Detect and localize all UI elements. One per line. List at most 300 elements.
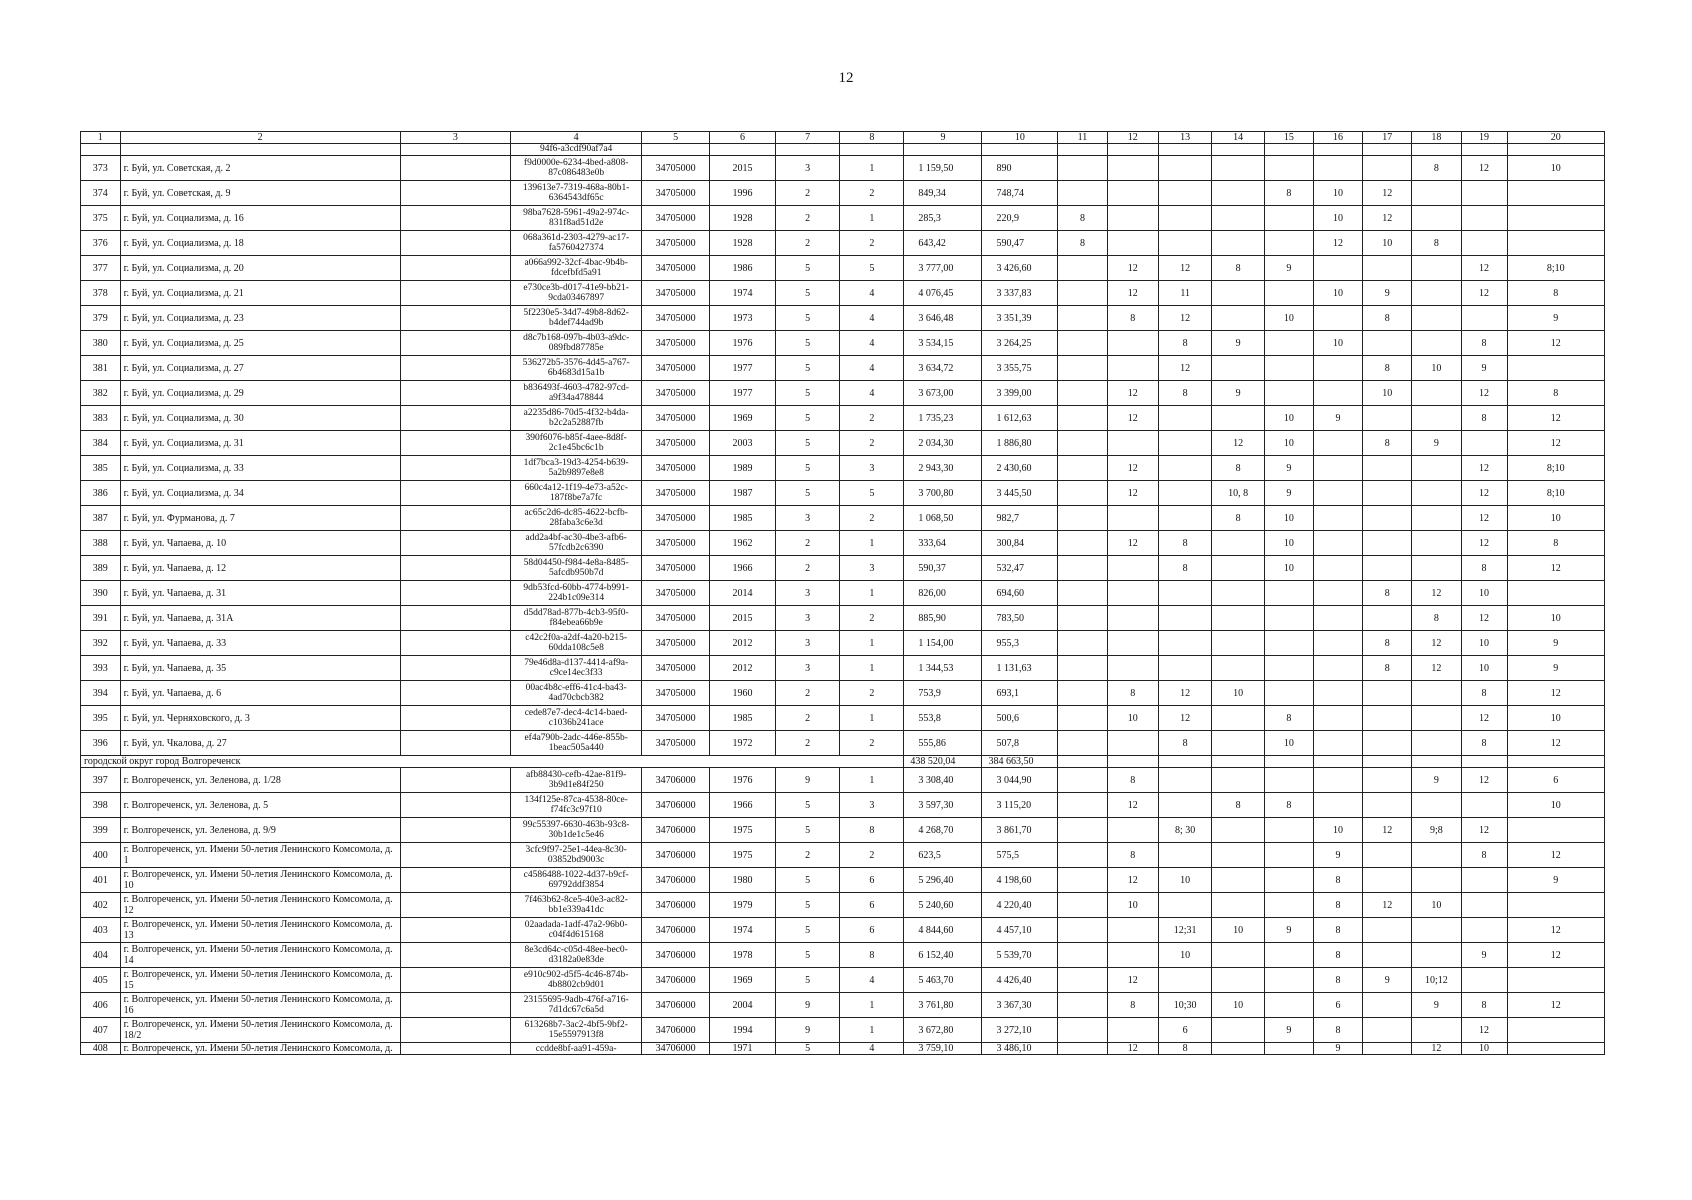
cell-address: г. Буй, ул. Чапаева, д. 33 [120, 631, 400, 656]
cell-col-18: 8 [1412, 231, 1461, 256]
cell-year-built: 1974 [709, 918, 775, 943]
cell-area-total: 1 735,23 [904, 406, 982, 431]
cell-entrances-count: 6 [840, 893, 904, 918]
cell-area-total: 3 646,48 [904, 306, 982, 331]
cell-entrances-count: 5 [840, 256, 904, 281]
cell-area-total: 3 673,00 [904, 381, 982, 406]
cell-area-living: 500,6 [982, 706, 1058, 731]
cell-col-12 [1107, 918, 1158, 943]
column-number-12: 12 [1107, 132, 1158, 144]
cell-col-13 [1158, 406, 1211, 431]
cell-col-11 [1058, 144, 1107, 156]
cell-column-3 [400, 706, 510, 731]
cell-year-built: 1976 [709, 768, 775, 793]
cell-col-17 [1363, 1018, 1412, 1043]
cell-floors-count: 2 [776, 731, 840, 756]
cell-col-12 [1107, 431, 1158, 456]
cell-col-11: 8 [1058, 206, 1107, 231]
cell-floors-count: 5 [776, 793, 840, 818]
cell-col-19: 12 [1461, 706, 1507, 731]
column-number-header-row [81, 132, 1605, 144]
cell-col-18 [1412, 793, 1461, 818]
cell-col-14 [1212, 606, 1264, 631]
table-row [81, 768, 1605, 793]
cell-col-15: 10 [1264, 556, 1313, 581]
cell-oktmo-code: 34705000 [642, 406, 709, 431]
cell-col-15 [1264, 231, 1313, 256]
cell-house-code: 068a361d-2303-4279-ac17-fa5760427374 [510, 231, 642, 256]
cell-col-18 [1412, 843, 1461, 868]
cell-column-3 [400, 868, 510, 893]
cell-col-11 [1058, 506, 1107, 531]
cell-row-number: 390 [81, 581, 121, 606]
cell-col-15: 10 [1264, 431, 1313, 456]
cell-col-20: 6 [1507, 768, 1605, 793]
cell-area-total: 285,3 [904, 206, 982, 231]
table-row [81, 706, 1605, 731]
cell-col-15 [1264, 893, 1313, 918]
cell-house-code: ac65c2d6-dc85-4622-bcfb-28faba3c6e3d [510, 506, 642, 531]
cell-address: г. Буй, ул. Социализма, д. 18 [120, 231, 400, 256]
cell-col-11 [1058, 706, 1107, 731]
cell-entrances-count: 1 [840, 531, 904, 556]
cell-col-13: 12;31 [1158, 918, 1211, 943]
cell-column-3 [400, 406, 510, 431]
cell-row-number: 383 [81, 406, 121, 431]
cell-col-16: 8 [1313, 918, 1362, 943]
cell-col-16: 10 [1313, 281, 1362, 306]
cell-col-14: 9 [1212, 331, 1264, 356]
cell-house-code: b836493f-4603-4782-97cd-a9f34a478844 [510, 381, 642, 406]
cell-col-19: 10 [1461, 631, 1507, 656]
cell-floors-count: 5 [776, 893, 840, 918]
cell-col-17 [1363, 943, 1412, 968]
cell-row-number: 404 [81, 943, 121, 968]
cell-year-built: 1972 [709, 731, 775, 756]
cell-col-16 [1313, 144, 1362, 156]
cell-col-15 [1264, 968, 1313, 993]
cell-col-13: 10;30 [1158, 993, 1211, 1018]
cell-entrances-count: 4 [840, 281, 904, 306]
cell-area-living: 532,47 [982, 556, 1058, 581]
cell-address: г. Буй, ул. Социализма, д. 34 [120, 481, 400, 506]
cell-col-11 [1058, 868, 1107, 893]
cell-col-17: 8 [1363, 656, 1412, 681]
cell-year-built: 1962 [709, 531, 775, 556]
cell-col-12 [1107, 144, 1158, 156]
cell-col-13: 8 [1158, 1043, 1211, 1055]
cell-house-code: ccdde8bf-aa91-459a- [510, 1043, 642, 1055]
cell-column-3 [400, 581, 510, 606]
cell-col-20 [1507, 756, 1605, 768]
cell-col-8 [840, 144, 904, 156]
cell-area-living: 3 426,60 [982, 256, 1058, 281]
cell-col-18: 9 [1412, 993, 1461, 1018]
column-number-5: 5 [642, 132, 709, 144]
cell-address: г. Волгореченск, ул. Имени 50-летия Ленинского Комсомола, д. 15 [120, 968, 400, 993]
cell-address: г. Буй, ул. Чапаева, д. 35 [120, 656, 400, 681]
cell-column-3 [400, 768, 510, 793]
cell-col-12: 8 [1107, 768, 1158, 793]
cell-column-3 [400, 1018, 510, 1043]
cell-col-4: 94f6-a3cdf90af7a4 [510, 144, 642, 156]
cell-year-built: 1976 [709, 331, 775, 356]
cell-area-total: 4 844,60 [904, 918, 982, 943]
cell-col-15: 9 [1264, 481, 1313, 506]
cell-col-16 [1313, 731, 1362, 756]
cell-row-number: 381 [81, 356, 121, 381]
cell-col-14: 10 [1212, 918, 1264, 943]
cell-floors-count: 5 [776, 818, 840, 843]
cell-col-6 [709, 144, 775, 156]
cell-row-number: 394 [81, 681, 121, 706]
cell-col-15 [1264, 1043, 1313, 1055]
cell-row-number: 391 [81, 606, 121, 631]
cell-col-19 [1461, 793, 1507, 818]
cell-house-code: e910c902-d5f5-4c46-874b-4b8802cb9d01 [510, 968, 642, 993]
table-row [81, 331, 1605, 356]
cell-floors-count: 5 [776, 1043, 840, 1055]
cell-entrances-count: 1 [840, 1018, 904, 1043]
cell-col-18 [1412, 531, 1461, 556]
cell-col-15 [1264, 581, 1313, 606]
cell-column-3 [400, 893, 510, 918]
column-number-18: 18 [1412, 132, 1461, 144]
cell-col-13: 11 [1158, 281, 1211, 306]
cell-col-14 [1212, 968, 1264, 993]
column-number-2: 2 [120, 132, 400, 144]
cell-col-11 [1058, 943, 1107, 968]
cell-column-3 [400, 356, 510, 381]
cell-col-20: 9 [1507, 631, 1605, 656]
cell-col-12: 12 [1107, 481, 1158, 506]
cell-col-15: 10 [1264, 506, 1313, 531]
cell-col-7 [776, 144, 840, 156]
cell-column-3 [400, 206, 510, 231]
cell-col-11 [1058, 306, 1107, 331]
cell-area-total: 849,34 [904, 181, 982, 206]
cell-col-18 [1412, 181, 1461, 206]
cell-address: г. Буй, ул. Советская, д. 9 [120, 181, 400, 206]
cell-col-16: 9 [1313, 406, 1362, 431]
cell-col-12: 12 [1107, 381, 1158, 406]
cell-col-17 [1363, 918, 1412, 943]
cell-oktmo-code: 34705000 [642, 706, 709, 731]
table-row [81, 631, 1605, 656]
cell-col-1 [81, 144, 121, 156]
table-row [81, 893, 1605, 918]
cell-address: г. Волгореченск, ул. Имени 50-летия Ленинского Комсомола, д. 1 [120, 843, 400, 868]
cell-col-20: 9 [1507, 656, 1605, 681]
cell-area-total: 3 308,40 [904, 768, 982, 793]
table-row [81, 1043, 1605, 1055]
cell-oktmo-code: 34705000 [642, 281, 709, 306]
cell-column-3 [400, 256, 510, 281]
cell-entrances-count: 2 [840, 506, 904, 531]
cell-address: г. Волгореченск, ул. Зеленова, д. 9/9 [120, 818, 400, 843]
cell-col-20 [1507, 968, 1605, 993]
cell-entrances-count: 1 [840, 993, 904, 1018]
cell-row-number: 385 [81, 456, 121, 481]
cell-col-17: 12 [1363, 181, 1412, 206]
cell-col-18: 9 [1412, 431, 1461, 456]
cell-house-code: 536272b5-3576-4d45-a767-6b4683d15a1b [510, 356, 642, 381]
cell-floors-count: 5 [776, 431, 840, 456]
cell-column-3 [400, 456, 510, 481]
cell-col-19: 8 [1461, 331, 1507, 356]
cell-row-number: 373 [81, 156, 121, 181]
cell-col-12 [1107, 631, 1158, 656]
cell-col-17 [1363, 756, 1412, 768]
cell-address: г. Волгореченск, ул. Зеленова, д. 1/28 [120, 768, 400, 793]
cell-col-17: 10 [1363, 381, 1412, 406]
cell-col-20: 12 [1507, 993, 1605, 1018]
cell-floors-count: 2 [776, 556, 840, 581]
cell-col-17 [1363, 556, 1412, 581]
cell-area-total: 5 463,70 [904, 968, 982, 993]
table-row [81, 256, 1605, 281]
cell-row-number: 406 [81, 993, 121, 1018]
cell-house-code: 02aadada-1adf-47a2-96b0-c04f4d615168 [510, 918, 642, 943]
cell-col-19: 8 [1461, 406, 1507, 431]
cell-col-14 [1212, 181, 1264, 206]
cell-column-3 [400, 943, 510, 968]
cell-col-14 [1212, 531, 1264, 556]
cell-column-3 [400, 481, 510, 506]
cell-area-total: 333,64 [904, 531, 982, 556]
cell-col-12 [1107, 943, 1158, 968]
cell-address: г. Буй, ул. Социализма, д. 23 [120, 306, 400, 331]
cell-col-14 [1212, 656, 1264, 681]
cell-house-code: 5f2230e5-34d7-49b8-8d62-b4def744ad9b [510, 306, 642, 331]
cell-col-9 [904, 144, 982, 156]
cell-floors-count: 2 [776, 531, 840, 556]
cell-column-3 [400, 1043, 510, 1055]
cell-col-13 [1158, 968, 1211, 993]
continuation-row [81, 144, 1605, 156]
cell-floors-count: 2 [776, 206, 840, 231]
cell-col-14 [1212, 868, 1264, 893]
cell-address: г. Волгореченск, ул. Имени 50-летия Ленинского Комсомола, д. 12 [120, 893, 400, 918]
group-area-total: 438 520,04 [904, 756, 982, 768]
cell-address: г. Буй, ул. Советская, д. 2 [120, 156, 400, 181]
cell-col-18 [1412, 706, 1461, 731]
cell-col-20 [1507, 356, 1605, 381]
cell-col-13 [1158, 481, 1211, 506]
cell-house-code: 390f6076-b85f-4aee-8d8f-2c1e45bc6c1b [510, 431, 642, 456]
cell-oktmo-code: 34705000 [642, 356, 709, 381]
cell-oktmo-code: 34705000 [642, 731, 709, 756]
cell-col-15: 10 [1264, 531, 1313, 556]
cell-col-17: 12 [1363, 206, 1412, 231]
column-number-13: 13 [1158, 132, 1211, 144]
cell-col-17: 8 [1363, 356, 1412, 381]
cell-col-20: 9 [1507, 306, 1605, 331]
cell-row-number: 396 [81, 731, 121, 756]
cell-col-15: 9 [1264, 1018, 1313, 1043]
cell-area-living: 4 220,40 [982, 893, 1058, 918]
cell-entrances-count: 6 [840, 918, 904, 943]
data-table-wrapper [80, 131, 1605, 1055]
cell-house-code: 134f125e-87ca-4538-80ce-f74fc3c97f10 [510, 793, 642, 818]
cell-col-15 [1264, 356, 1313, 381]
cell-col-16 [1313, 381, 1362, 406]
cell-floors-count: 5 [776, 356, 840, 381]
cell-address: г. Буй, ул. Социализма, д. 27 [120, 356, 400, 381]
cell-col-11 [1058, 331, 1107, 356]
cell-col-12 [1107, 818, 1158, 843]
cell-row-number: 392 [81, 631, 121, 656]
cell-house-code: 99c55397-6630-463b-93c8-30b1de1c5e46 [510, 818, 642, 843]
cell-col-11 [1058, 1018, 1107, 1043]
cell-col-18 [1412, 406, 1461, 431]
cell-area-total: 1 154,00 [904, 631, 982, 656]
cell-oktmo-code: 34705000 [642, 206, 709, 231]
cell-col-19: 12 [1461, 531, 1507, 556]
cell-address: г. Буй, ул. Социализма, д. 21 [120, 281, 400, 306]
cell-col-20: 12 [1507, 843, 1605, 868]
cell-area-living: 4 198,60 [982, 868, 1058, 893]
cell-col-14: 8 [1212, 793, 1264, 818]
cell-entrances-count: 8 [840, 818, 904, 843]
table-row [81, 531, 1605, 556]
cell-col-17: 12 [1363, 818, 1412, 843]
table-row [81, 681, 1605, 706]
cell-floors-count: 2 [776, 843, 840, 868]
cell-col-14: 10, 8 [1212, 481, 1264, 506]
cell-house-code: 139613e7-7319-468a-80b1-6364543df65c [510, 181, 642, 206]
cell-col-13: 12 [1158, 256, 1211, 281]
cell-col-20: 8 [1507, 531, 1605, 556]
cell-row-number: 379 [81, 306, 121, 331]
cell-col-11 [1058, 381, 1107, 406]
cell-row-number: 397 [81, 768, 121, 793]
cell-col-18: 12 [1412, 581, 1461, 606]
cell-area-total: 643,42 [904, 231, 982, 256]
cell-col-15 [1264, 843, 1313, 868]
cell-column-3 [400, 156, 510, 181]
cell-floors-count: 5 [776, 943, 840, 968]
cell-address: г. Буй, ул. Социализма, д. 16 [120, 206, 400, 231]
cell-col-19: 12 [1461, 281, 1507, 306]
cell-address: г. Буй, ул. Чапаева, д. 6 [120, 681, 400, 706]
cell-oktmo-code: 34706000 [642, 968, 709, 993]
cell-area-total: 590,37 [904, 556, 982, 581]
cell-address: г. Волгореченск, ул. Имени 50-летия Ленинского Комсомола, д. 10 [120, 868, 400, 893]
cell-entrances-count: 6 [840, 868, 904, 893]
cell-address: г. Волгореченск, ул. Имени 50-летия Ленинского Комсомола, д. 16 [120, 993, 400, 1018]
cell-col-12 [1107, 156, 1158, 181]
cell-col-19 [1461, 918, 1507, 943]
cell-house-code: 1df7bca3-19d3-4254-b639-5a2b9897e8e8 [510, 456, 642, 481]
cell-col-11 [1058, 181, 1107, 206]
cell-area-living: 3 115,20 [982, 793, 1058, 818]
cell-col-16 [1313, 793, 1362, 818]
cell-col-19: 9 [1461, 356, 1507, 381]
cell-col-17: 8 [1363, 631, 1412, 656]
cell-col-12: 8 [1107, 993, 1158, 1018]
cell-col-17 [1363, 406, 1412, 431]
cell-col-18 [1412, 918, 1461, 943]
cell-col-12 [1107, 181, 1158, 206]
cell-area-total: 3 761,80 [904, 993, 982, 1018]
cell-col-15 [1264, 681, 1313, 706]
cell-row-number: 374 [81, 181, 121, 206]
cell-col-12: 12 [1107, 793, 1158, 818]
table-row [81, 843, 1605, 868]
cell-col-11 [1058, 406, 1107, 431]
cell-area-living: 955,3 [982, 631, 1058, 656]
cell-area-total: 6 152,40 [904, 943, 982, 968]
cell-floors-count: 2 [776, 231, 840, 256]
cell-area-total: 3 534,15 [904, 331, 982, 356]
cell-entrances-count: 2 [840, 431, 904, 456]
cell-col-18 [1412, 943, 1461, 968]
cell-year-built: 1996 [709, 181, 775, 206]
cell-col-20: 8 [1507, 281, 1605, 306]
cell-col-17: 9 [1363, 968, 1412, 993]
cell-col-20: 10 [1507, 706, 1605, 731]
cell-col-20: 10 [1507, 606, 1605, 631]
cell-col-16: 6 [1313, 993, 1362, 1018]
cell-row-number: 393 [81, 656, 121, 681]
cell-entrances-count: 3 [840, 456, 904, 481]
cell-col-20: 12 [1507, 943, 1605, 968]
table-row [81, 281, 1605, 306]
cell-area-total: 2 943,30 [904, 456, 982, 481]
cell-col-20: 10 [1507, 156, 1605, 181]
cell-col-14 [1212, 556, 1264, 581]
cell-year-built: 2014 [709, 581, 775, 606]
cell-col-18 [1412, 481, 1461, 506]
cell-area-living: 2 430,60 [982, 456, 1058, 481]
cell-col-14 [1212, 206, 1264, 231]
cell-col-12: 12 [1107, 868, 1158, 893]
cell-col-13 [1158, 793, 1211, 818]
cell-col-12 [1107, 731, 1158, 756]
cell-oktmo-code: 34706000 [642, 1043, 709, 1055]
cell-col-12: 12 [1107, 406, 1158, 431]
cell-col-2 [120, 144, 400, 156]
cell-area-living: 300,84 [982, 531, 1058, 556]
cell-house-code: d8c7b168-097b-4b03-a9dc-089fbd87785e [510, 331, 642, 356]
table-row [81, 731, 1605, 756]
cell-house-code: c4586488-1022-4d37-b9cf-69792ddf3854 [510, 868, 642, 893]
cell-column-3 [400, 681, 510, 706]
cell-col-18: 12 [1412, 631, 1461, 656]
cell-area-living: 694,60 [982, 581, 1058, 606]
cell-col-13: 12 [1158, 681, 1211, 706]
cell-area-living: 590,47 [982, 231, 1058, 256]
cell-row-number: 395 [81, 706, 121, 731]
cell-col-11 [1058, 1043, 1107, 1055]
cell-col-13: 12 [1158, 706, 1211, 731]
cell-entrances-count: 5 [840, 481, 904, 506]
cell-entrances-count: 3 [840, 556, 904, 581]
cell-col-14 [1212, 631, 1264, 656]
cell-col-16: 10 [1313, 206, 1362, 231]
cell-address: г. Буй, ул. Социализма, д. 25 [120, 331, 400, 356]
cell-col-14: 10 [1212, 993, 1264, 1018]
cell-oktmo-code: 34706000 [642, 818, 709, 843]
column-number-11: 11 [1058, 132, 1107, 144]
group-subtotal-row [81, 756, 1605, 768]
cell-floors-count: 9 [776, 1018, 840, 1043]
cell-year-built: 1975 [709, 843, 775, 868]
cell-col-17 [1363, 768, 1412, 793]
cell-col-11 [1058, 456, 1107, 481]
cell-year-built: 1928 [709, 206, 775, 231]
